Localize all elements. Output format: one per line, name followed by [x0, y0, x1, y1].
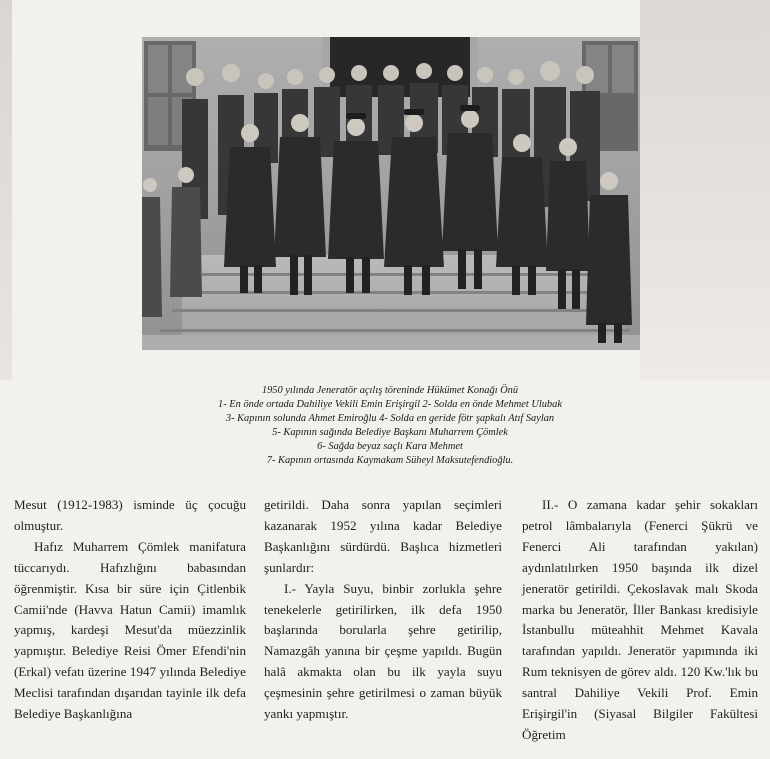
caption-line: 3- Kapının solunda Ahmet Emiroğlu 4- Solda en geride fötr şapkalı Atıf Saylan: [225, 413, 555, 425]
group-photograph: [142, 37, 640, 350]
caption-line: 7- Kapının ortasında Kaymakam Süheyl Maksutefendioğlu.: [266, 455, 514, 467]
paragraph: Hafız Muharrem Çömlek manifatura tüccarıydı. Hafızlığını babasından öğrenmiştir. Kısa bir süre için Çitlenbik Camii'nde (Havva Hatun Camii) imamlık yapmış, kardeşi Mesut'da müezzinlik yapmıştır. Belediye Reisi Ömer Efendi'nin (Erkal) vefatı üzerine 1947 yılında Belediye Meclisi tarafından dışarıdan tayinle ilk defa Belediye Başkanlığına: [14, 538, 246, 722]
text-column-2: [264, 495, 502, 725]
paragraph: getirildi. Daha sonra yapılan seçimleri kazanarak 1952 yılına kadar Belediye Başkanlığını sürdürdü. Başlıca hizmetleri şunlardır:: [264, 497, 502, 575]
paragraph: Mesut (1912-1983) isminde üç çocuğu olmuştur.: [14, 497, 246, 533]
caption-line: 6- Sağda beyaz saçlı Kara Mehmet: [317, 441, 463, 453]
caption-line: 1950 yılında Jeneratör açılış töreninde Hükümet Konağı Önü: [261, 385, 519, 396]
text-column-1: [14, 495, 246, 725]
photo-illustration: [142, 37, 640, 350]
text-column-3: [522, 495, 758, 746]
paragraph: I.- Yayla Suyu, binbir zorlukla şehre tenekelerle getirilirken, ilk defa 1950 başlarında borularla şehre getirilip, Namazgâh yanına bir çeşme yapıldı. Bugün halâ akmakta olan bu ilk yayla suyu çeşmesinin şehre getirilmesi o zaman büyük yankı yapmıştır.: [264, 580, 502, 722]
right-page-bleed: [640, 0, 770, 380]
photo-caption: [140, 384, 640, 469]
left-page-bleed: [0, 0, 12, 380]
caption-line: 5- Kapının sağında Belediye Başkanı Muharrem Çömlek: [272, 427, 508, 439]
caption-line: 1- En önde ortada Dahiliye Vekili Emin Erişirgil 2- Solda en önde Mehmet Ulubak: [218, 399, 562, 411]
paragraph: II.- O zamana kadar şehir sokakları petrol lâmbalarıyla (Fenerci Şükrü ve Fenerci Ali tarafından yakılan) aydınlatılırken 1950 başında ilk dizel jeneratör getirildi. Çekoslavak malı Skoda marka bu Jeneratör, İller Bankası kredisiyle İstanbullu müteahhit Mehmet Kavala tarafından yapıldı. Jeneratör yapımında iki Rum teknisyen de görev aldı. 120 Kw.'lık bu santral Dahiliye Vekili Prof. Emin Erişirgil'in (Siyasal Bilgiler Fakültesi Öğretim: [522, 497, 758, 742]
